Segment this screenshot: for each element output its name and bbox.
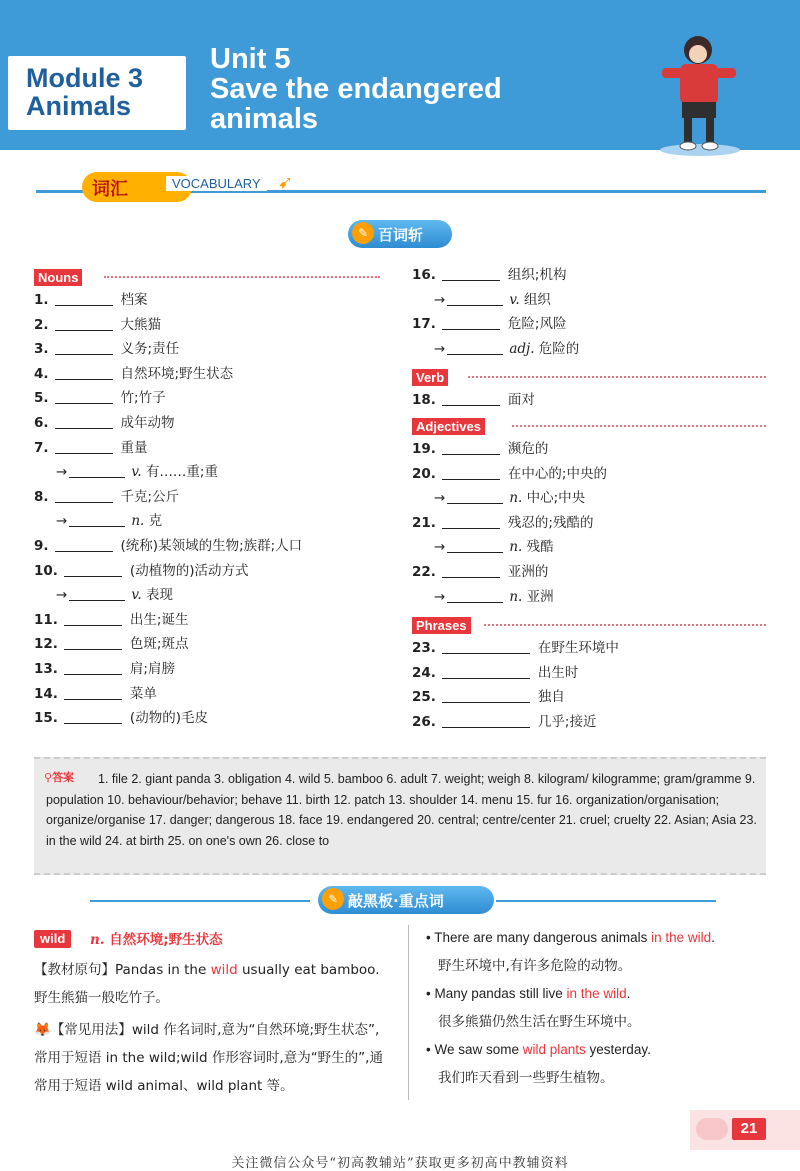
item-meaning: 面对: [507, 392, 535, 408]
answer-blank[interactable]: [69, 464, 125, 478]
vocab-item: [34, 365, 233, 383]
item-number: 5.: [34, 390, 49, 407]
vocab-item: [412, 465, 607, 483]
answer-blank[interactable]: [64, 686, 122, 700]
footer-note: 关注微信公众号“初高教辅站”获取更多初高中教辅资料: [231, 1156, 569, 1171]
item-number: 4.: [34, 365, 49, 382]
item-meaning: 竹;竹子: [120, 390, 166, 407]
item-meaning: 千克;公斤: [120, 488, 180, 505]
bullet-icon: •: [426, 930, 435, 945]
vocab-item: [412, 514, 593, 532]
vocab-item: [434, 489, 585, 507]
item-meaning: 重量: [120, 439, 148, 456]
item-meaning: 档案: [120, 292, 148, 308]
example-translation: 野生环境中,有许多危险的动物。: [438, 958, 632, 974]
vocab-item: [34, 414, 175, 432]
item-number: 9.: [34, 538, 49, 554]
example-highlight: wild plants: [522, 1042, 586, 1057]
example-part-b: .: [626, 986, 631, 1001]
vocab-item: [34, 611, 188, 629]
item-meaning: 残忍的;残酷的: [507, 514, 594, 531]
item-number: 10.: [34, 562, 58, 579]
item-meaning: 残酷: [526, 539, 554, 556]
item-number: 13.: [34, 661, 58, 677]
item-meaning: 亚洲的: [507, 564, 549, 580]
part-of-speech: n.: [509, 539, 523, 556]
adjectives-tag: Adjectives: [412, 418, 485, 435]
example-item: [426, 1036, 766, 1092]
item-number: 24.: [412, 664, 436, 681]
vocab-item: [434, 340, 579, 358]
part-of-speech: v.: [509, 291, 520, 308]
vocab-item: [34, 340, 179, 358]
derivation-arrow: →: [434, 588, 446, 605]
item-meaning: 组织;机构: [507, 267, 567, 283]
answer-label-text: 答案: [52, 771, 75, 784]
item-meaning: (统称)某领域的生物;族群;人口: [120, 538, 303, 554]
vocab-item: [34, 439, 148, 457]
bullet-icon: •: [426, 1042, 435, 1057]
item-meaning: 义务;责任: [120, 341, 180, 358]
key-icon: ⚲: [44, 771, 53, 784]
key-rule-right: [496, 900, 716, 902]
answer-blank[interactable]: [442, 392, 500, 406]
example-part-a: Many pandas still live: [434, 986, 567, 1001]
module-title: Module 3: [26, 63, 144, 93]
vocab-item: [34, 537, 302, 555]
figure-icon: ✎: [352, 222, 374, 244]
vocabulary-en-label: VOCABULARY: [166, 176, 267, 191]
vocab-item: [412, 639, 619, 657]
section-badge-key: [318, 886, 494, 914]
source-part-b: usually eat bamboo.: [237, 962, 380, 978]
answer-blank[interactable]: [55, 292, 113, 306]
item-meaning: 在中心的;中央的: [507, 465, 607, 482]
vocab-item: [434, 588, 554, 606]
item-number: 2.: [34, 316, 49, 333]
item-number: 8.: [34, 488, 49, 505]
item-number: 3.: [34, 341, 49, 358]
item-number: 1.: [34, 292, 49, 308]
item-number: 11.: [34, 611, 58, 628]
item-number: 18.: [412, 392, 436, 408]
answer-blank[interactable]: [447, 292, 503, 306]
item-number: 21.: [412, 514, 436, 531]
usage-text: wild 作名词时,意为“自然环境;野生状态”,常用于短语 in the wild;wild 作形容词时,意为“野生的”,通常用于短语 wild animal、wild plant 等。: [34, 1022, 383, 1094]
item-meaning: 自然环境;野生状态: [120, 365, 234, 382]
adjectives-header: [412, 416, 766, 434]
derivation-arrow: →: [434, 490, 446, 507]
answer-blank[interactable]: [55, 415, 113, 429]
unit-name-line2: animals: [210, 103, 318, 135]
answer-blank[interactable]: [442, 714, 530, 728]
phrases-tag: Phrases: [412, 617, 471, 634]
section-badge-key-label: 敲黑板·重点词: [348, 892, 444, 910]
item-number: 12.: [34, 636, 58, 653]
example-part-b: yesterday.: [585, 1042, 651, 1057]
vocab-item: [34, 291, 148, 309]
item-meaning: 表现: [145, 587, 173, 604]
item-number: 19.: [412, 441, 436, 457]
item-meaning: 独自: [537, 689, 565, 706]
example-item: [426, 980, 766, 1036]
answer-blank[interactable]: [442, 689, 530, 703]
vocab-item: [412, 563, 548, 581]
keyword-meaning: 自然环境;野生状态: [109, 932, 223, 948]
item-meaning: 亚洲: [526, 588, 554, 605]
example-highlight: in the wild: [566, 986, 627, 1001]
answer-blank[interactable]: [64, 563, 122, 577]
derivation-arrow: →: [434, 291, 446, 308]
vocab-item: [412, 713, 596, 731]
vocab-item: [34, 635, 188, 653]
example-highlight: in the wild: [651, 930, 712, 945]
source-translation: 野生熊猫一般吃竹子。: [34, 990, 169, 1006]
answer-blank[interactable]: [64, 636, 122, 650]
item-meaning: 中心;中央: [526, 490, 586, 507]
swirl-icon: [696, 1118, 728, 1140]
vocab-item: [34, 562, 248, 580]
section-badge-top-label: 百词斩: [378, 226, 424, 244]
figure-icon-2: ✎: [322, 888, 344, 910]
vocab-item: [56, 586, 173, 604]
item-number: 22.: [412, 564, 436, 580]
part-of-speech: v.: [131, 587, 142, 604]
answer-blank[interactable]: [442, 441, 500, 455]
item-meaning: 有……重;重: [145, 464, 218, 481]
item-number: 7.: [34, 439, 49, 456]
part-of-speech: n.: [131, 513, 145, 530]
answer-blank[interactable]: [64, 710, 122, 724]
verb-dotted-rule: [468, 376, 766, 378]
vocab-item: [434, 538, 554, 556]
item-number: 15.: [34, 710, 58, 727]
part-of-speech: v.: [131, 464, 142, 481]
item-meaning: 濒危的: [507, 441, 549, 457]
module-subtitle: Animals: [26, 91, 132, 121]
source-sentence: [34, 956, 400, 1012]
item-number: 14.: [34, 685, 58, 702]
page-number: 21: [732, 1118, 766, 1140]
item-meaning: (动植物的)活动方式: [129, 562, 249, 579]
answer-blank[interactable]: [55, 390, 113, 404]
vocab-item: [34, 488, 179, 506]
item-meaning: 大熊猫: [120, 316, 162, 333]
running-figure-icon: ➹: [278, 172, 294, 193]
answer-blank[interactable]: [55, 489, 113, 503]
module-label-box: [8, 56, 186, 130]
answer-blank[interactable]: [69, 587, 125, 601]
vocab-item: [412, 315, 566, 333]
example-item: [426, 924, 766, 980]
bullet-icon: •: [426, 986, 435, 1001]
vocab-item: [56, 463, 218, 481]
keyword-tag: wild: [34, 930, 71, 948]
answer-box: [34, 757, 766, 875]
vocab-item: [412, 664, 578, 682]
vocabulary-bar: [36, 172, 766, 198]
verb-tag: Verb: [412, 369, 448, 386]
source-highlight: wild: [210, 962, 238, 978]
unit-number: Unit 5: [210, 43, 291, 75]
vocab-item: [34, 685, 157, 703]
item-meaning: 危险;风险: [507, 316, 567, 333]
vocab-item: [34, 660, 175, 678]
item-meaning: (动物的)毛皮: [129, 710, 208, 727]
source-label: 【教材原句】: [34, 962, 115, 978]
section-badge-top: [348, 220, 452, 248]
example-translation: 我们昨天看到一些野生植物。: [438, 1070, 614, 1086]
nouns-tag: Nouns: [34, 269, 82, 286]
verb-header: [412, 367, 766, 385]
unit-title: [210, 44, 502, 134]
item-meaning: 几乎;接近: [537, 713, 597, 730]
girl-mascot-icon: [640, 32, 750, 162]
derivation-arrow: →: [56, 513, 68, 530]
answer-text: 1. file 2. giant panda 3. obligation 4. wild 5. bamboo 6. adult 7. weight; weigh 8. kilogram/ kilogramme; gram/gramme 9. population 10. behaviour/behavior; behave 11. birth 12. patch 13. shoulder 14. menu 15. fur 16. organization/organisation; organize/organise 17. danger; dangerous 18. face 19. endangered 20. central; centre/center 21. cruel; cruelty 22. Asian; Asia 23. in the wild 24. at birth 25. on one's own 26. close to: [46, 772, 757, 848]
phrases-header: [412, 615, 766, 633]
item-number: 26.: [412, 713, 436, 730]
item-meaning: 在野生环境中: [537, 640, 619, 656]
derivation-arrow: →: [434, 539, 446, 556]
answer-blank[interactable]: [447, 341, 503, 355]
answer-blank[interactable]: [442, 466, 500, 480]
phrases-dotted-rule: [484, 624, 766, 626]
answer-blank[interactable]: [64, 612, 122, 626]
vocab-item: [412, 688, 565, 706]
vocab-item: [434, 291, 551, 309]
answer-blank[interactable]: [55, 440, 113, 454]
key-rule-left: [90, 900, 310, 902]
part-of-speech: adj.: [509, 340, 535, 357]
keyword-pos: n.: [90, 932, 105, 948]
answer-blank[interactable]: [55, 538, 113, 552]
item-meaning: 出生时: [537, 664, 579, 681]
item-number: 6.: [34, 415, 49, 431]
vocab-item: [34, 709, 208, 727]
item-meaning: 组织: [523, 291, 551, 308]
item-meaning: 肩;肩膀: [129, 661, 175, 677]
vocab-item: [412, 440, 548, 458]
item-number: 25.: [412, 689, 436, 706]
answer-blank[interactable]: [442, 316, 500, 330]
answer-blank[interactable]: [64, 661, 122, 675]
nouns-dotted-rule: [104, 276, 380, 278]
item-number: 20.: [412, 465, 436, 482]
answer-blank[interactable]: [442, 564, 500, 578]
item-number: 16.: [412, 267, 436, 283]
vocab-item: [412, 391, 535, 409]
column-divider: [408, 925, 409, 1100]
item-meaning: 危险的: [538, 340, 580, 357]
answer-blank[interactable]: [55, 317, 113, 331]
item-meaning: 菜单: [129, 685, 157, 702]
unit-name-line1: Save the endangered: [210, 73, 502, 105]
answer-blank[interactable]: [447, 589, 503, 603]
source-part-a: Pandas in the: [115, 962, 211, 978]
part-of-speech: n.: [509, 490, 523, 507]
adjectives-dotted-rule: [512, 425, 766, 427]
item-meaning: 色斑;斑点: [129, 636, 189, 653]
example-translation: 很多熊猫仍然生活在野生环境中。: [438, 1014, 641, 1030]
example-part-a: We saw some: [434, 1042, 523, 1057]
vocab-item: [34, 389, 166, 407]
derivation-arrow: →: [56, 587, 68, 604]
derivation-arrow: →: [434, 340, 446, 357]
usage-note: [34, 1016, 384, 1100]
answer-blank[interactable]: [69, 513, 125, 527]
example-part-a: There are many dangerous animals: [434, 930, 652, 945]
item-number: 23.: [412, 640, 436, 656]
fox-icon: 🦊: [34, 1022, 51, 1038]
example-part-b: .: [711, 930, 715, 945]
keyword-definition: [90, 931, 223, 949]
answer-blank[interactable]: [55, 341, 113, 355]
vocab-item: [412, 266, 566, 284]
vocab-item: [56, 512, 162, 530]
item-meaning: 成年动物: [120, 415, 175, 431]
answer-blank[interactable]: [442, 267, 500, 281]
answer-blank[interactable]: [55, 366, 113, 380]
answer-blank[interactable]: [442, 515, 500, 529]
nouns-header: [34, 267, 380, 285]
usage-label: 【常见用法】: [50, 1022, 132, 1038]
item-meaning: 克: [148, 513, 163, 530]
vocab-item: [34, 316, 161, 334]
item-number: 17.: [412, 316, 436, 333]
vocabulary-cn-label: 词汇: [92, 179, 128, 200]
derivation-arrow: →: [56, 464, 68, 481]
answer-blank[interactable]: [447, 539, 503, 553]
answer-blank[interactable]: [442, 640, 530, 654]
item-meaning: 出生;诞生: [129, 611, 189, 628]
part-of-speech: n.: [509, 588, 523, 605]
answer-blank[interactable]: [442, 665, 530, 679]
answer-blank[interactable]: [447, 490, 503, 504]
